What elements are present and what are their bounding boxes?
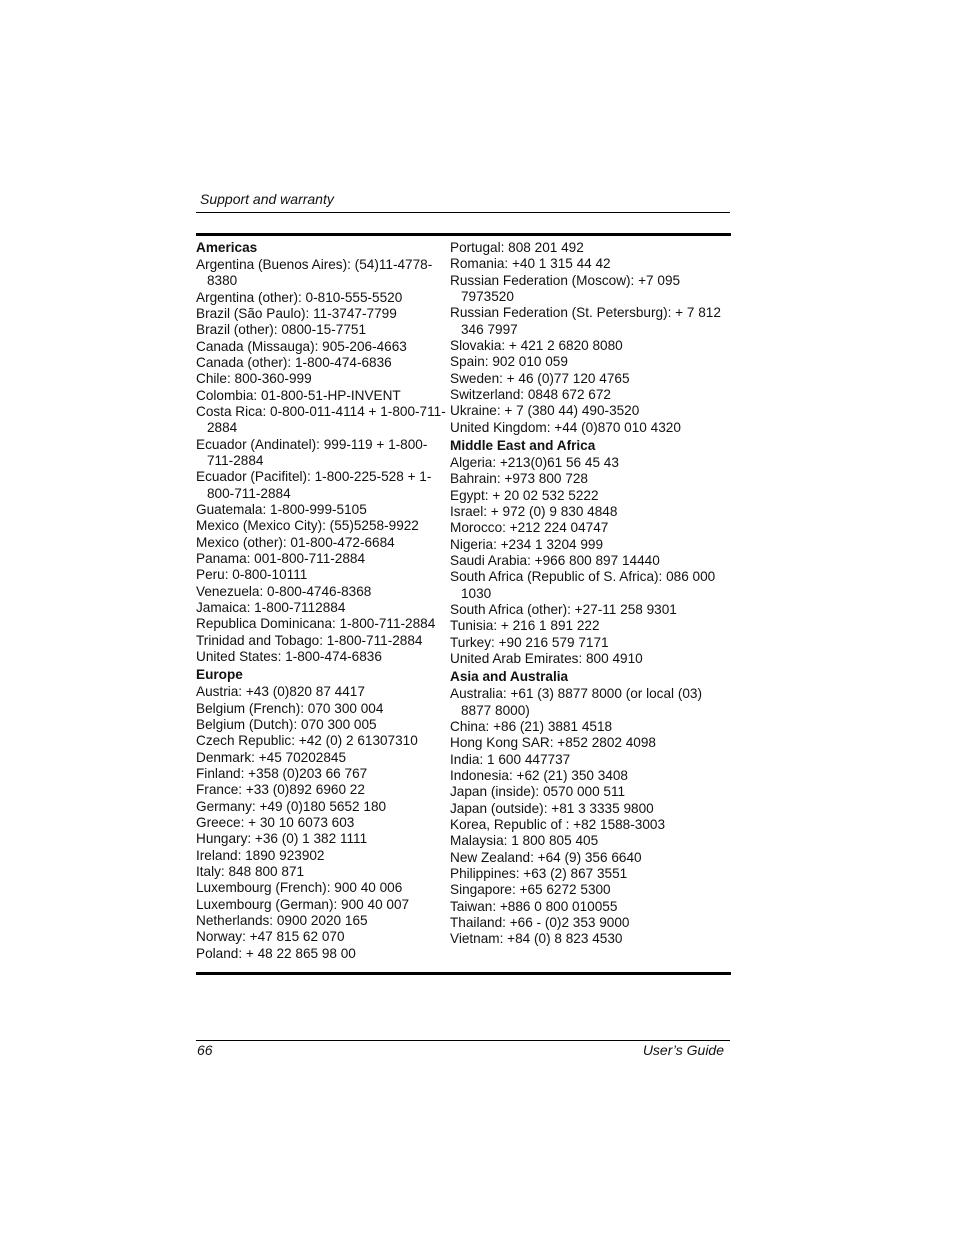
- contact-entry: Ecuador (Pacifitel): 1-800-225-528 + 1-800-711-2884: [196, 469, 432, 501]
- contact-entry: Poland: + 48 22 865 98 00: [196, 945, 356, 961]
- contact-entry: Tunisia: + 216 1 891 222: [450, 618, 600, 634]
- contact-entry: Spain: 902 010 059: [450, 354, 568, 370]
- contact-entry: Slovakia: + 421 2 6820 8080: [450, 338, 623, 354]
- contact-entry: Algeria: +213(0)61 56 45 43: [450, 454, 619, 470]
- contact-entry: Venezuela: 0-800-4746-8368: [196, 583, 372, 599]
- contact-entry: Panama: 001-800-711-2884: [196, 551, 366, 567]
- contact-entry: Morocco: +212 224 04747: [450, 520, 609, 536]
- contact-entry: South Africa (other): +27-11 258 9301: [450, 602, 677, 618]
- book-title: User’s Guide: [642, 1042, 724, 1058]
- contact-entry: Trinidad and Tobago: 1-800-711-2884: [196, 632, 423, 648]
- contact-entry: Philippines: +63 (2) 867 3551: [450, 866, 628, 882]
- contact-entry: Jamaica: 1-800-7112884: [196, 600, 346, 616]
- contact-entry: Japan (outside): +81 3 3335 9800: [450, 800, 654, 816]
- contact-entry: United States: 1-800-474-6836: [196, 649, 382, 665]
- contact-entry: Belgium (French): 070 300 004: [196, 700, 384, 716]
- contact-entry: Chile: 800-360-999: [196, 371, 312, 387]
- contact-entry: Taiwan: +886 0 800 010055: [450, 898, 618, 914]
- contact-entry: South Africa (Republic of S. Africa): 086 000 1030: [450, 569, 716, 601]
- contact-entry: Norway: +47 815 62 070: [196, 929, 345, 945]
- contact-entry: Canada (Missauga): 905-206-4663: [196, 338, 407, 354]
- contact-entry: Czech Republic: +42 (0) 2 61307310: [196, 733, 418, 749]
- contact-entry: Korea, Republic of : +82 1588-3003: [450, 817, 666, 833]
- contact-entry: Guatemala: 1-800-999-5105: [196, 502, 367, 517]
- contact-entry: Ireland: 1890 923902: [196, 847, 325, 863]
- contact-entry: Bahrain: +973 800 728: [450, 471, 588, 487]
- contact-entry: Greece: + 30 10 6073 603: [196, 815, 355, 831]
- page-number: 66: [197, 1042, 213, 1058]
- table-top-rule: [196, 233, 731, 236]
- contact-entry: Colombia: 01-800-51-HP-INVENT: [196, 387, 401, 403]
- contact-entry: Costa Rica: 0-800-011-4114 + 1-800-711-2884: [196, 403, 446, 436]
- contact-entry: France: +33 (0)892 6960 22: [196, 782, 365, 798]
- contact-entry: Romania: +40 1 315 44 42: [450, 256, 611, 272]
- contact-entry: Ukraine: + 7 (380 44) 490-3520: [450, 403, 640, 419]
- footer-rule: [196, 1040, 730, 1041]
- contact-entry: Argentina (other): 0-810-555-5520: [196, 289, 403, 305]
- contact-entry: Turkey: +90 216 579 7171: [450, 634, 609, 650]
- contact-entry: Portugal: 808 201 492: [450, 240, 584, 255]
- contact-entry: China: +86 (21) 3881 4518: [450, 718, 613, 734]
- contact-entry: Denmark: +45 70202845: [196, 749, 347, 765]
- contact-entry: Luxembourg (German): 900 40 007: [196, 896, 410, 912]
- section-heading: Asia and Australia: [450, 669, 569, 685]
- contact-entry: Ecuador (Andinatel): 999-119 + 1-800-711-2884: [196, 436, 428, 468]
- contact-entry: United Kingdom: +44 (0)870 010 4320: [450, 419, 681, 435]
- section-heading: Europe: [196, 667, 243, 683]
- contact-entry: Egypt: + 20 02 532 5222: [450, 487, 599, 503]
- header-rule: [196, 212, 730, 213]
- contact-entry: Republica Dominicana: 1-800-711-2884: [196, 616, 436, 632]
- contact-entry: Brazil (other): 0800-15-7751: [196, 322, 367, 338]
- contact-entry: United Arab Emirates: 800 4910: [450, 651, 643, 667]
- contact-entry: Netherlands: 0900 2020 165: [196, 913, 368, 929]
- contact-entry: Thailand: +66 - (0)2 353 9000: [450, 915, 630, 931]
- contact-entry: Germany: +49 (0)180 5652 180: [196, 798, 387, 814]
- contact-entry: Austria: +43 (0)820 87 4417: [196, 684, 365, 700]
- contact-entry: Hong Kong SAR: +852 2802 4098: [450, 735, 656, 751]
- contact-entry: Peru: 0-800-10111: [196, 567, 308, 583]
- table-bottom-rule: [196, 972, 731, 975]
- contact-entry: Italy: 848 800 871: [196, 864, 305, 880]
- contact-entry: Sweden: + 46 (0)77 120 4765: [450, 370, 630, 386]
- contact-entry: Vietnam: +84 (0) 8 823 4530: [450, 931, 623, 947]
- contact-entry: Australia: +61 (3) 8877 8000 (or local (03) 8877 8000): [450, 686, 703, 718]
- contact-entry: Canada (other): 1-800-474-6836: [196, 354, 392, 370]
- contact-entry: Argentina (Buenos Aires): (54)11-4778-8380: [196, 256, 433, 289]
- section-heading: Americas: [196, 240, 258, 255]
- contact-entry: Saudi Arabia: +966 800 897 14440: [450, 553, 660, 569]
- contact-entry: Indonesia: +62 (21) 350 3408: [450, 768, 628, 783]
- contact-entry: Belgium (Dutch): 070 300 005: [196, 716, 377, 732]
- contact-entry: Mexico (other): 01-800-472-6684: [196, 534, 395, 550]
- contact-entry: Mexico (Mexico City): (55)5258-9922: [196, 518, 419, 534]
- left-column: [196, 240, 448, 962]
- contact-entry: Luxembourg (French): 900 40 006: [196, 880, 403, 896]
- contact-entry: Russian Federation (St. Petersburg): + 7 812 346 7997: [450, 305, 721, 337]
- contact-entry: Russian Federation (Moscow): +7 095 7973520: [450, 272, 681, 305]
- contact-entry: New Zealand: +64 (9) 356 6640: [450, 849, 642, 865]
- contact-entry: India: 1 600 447737: [450, 751, 571, 767]
- contact-entry: Finland: +358 (0)203 66 767: [196, 766, 368, 781]
- contact-entry: Singapore: +65 6272 5300: [450, 882, 611, 898]
- contact-entry: Israel: + 972 (0) 9 830 4848: [450, 504, 618, 519]
- contact-entry: Nigeria: +234 1 3204 999: [450, 536, 604, 552]
- running-header: Support and warranty: [200, 191, 334, 207]
- contact-entry: Brazil (São Paulo): 11-3747-7799: [196, 305, 397, 321]
- contact-entry: Hungary: +36 (0) 1 382 1111: [196, 831, 368, 847]
- right-column: [450, 240, 732, 948]
- contact-entry: Malaysia: 1 800 805 405: [450, 833, 599, 849]
- section-heading: Middle East and Africa: [450, 438, 596, 454]
- contact-entry: Japan (inside): 0570 000 511: [450, 784, 626, 800]
- contact-entry: Switzerland: 0848 672 672: [450, 387, 611, 403]
